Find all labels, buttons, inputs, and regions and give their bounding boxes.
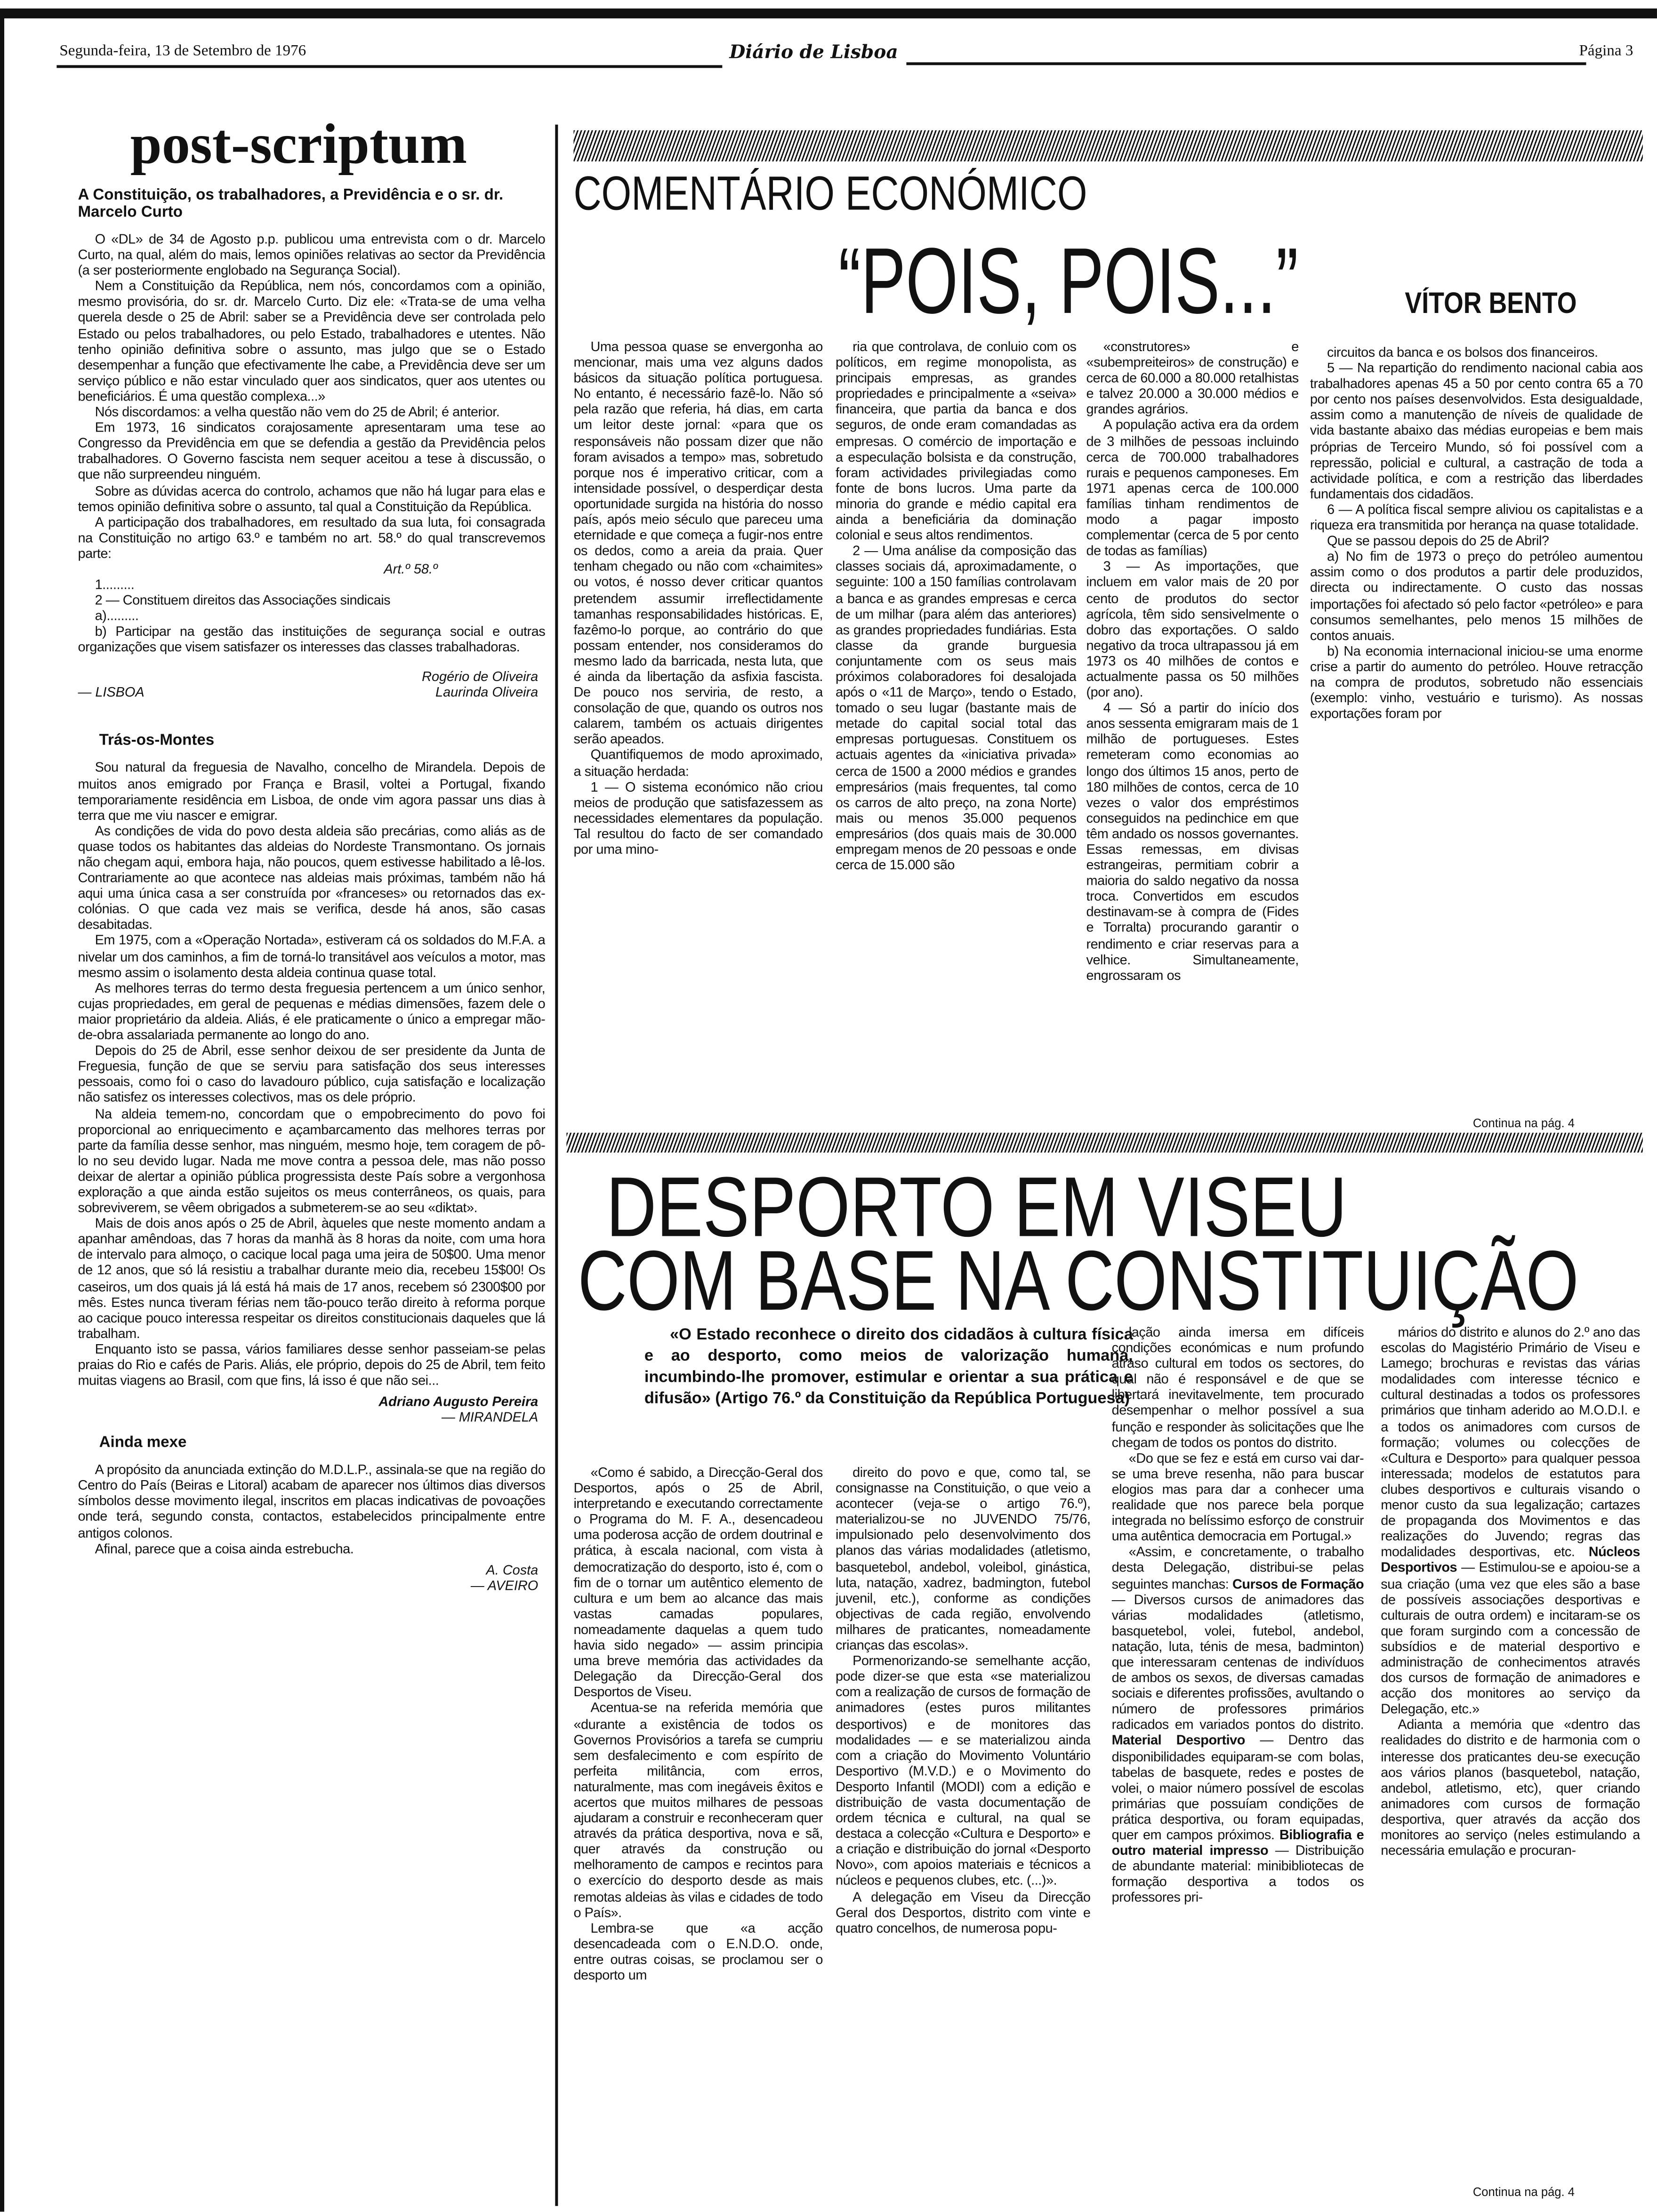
- article-headline: Trás-os-Montes: [99, 732, 215, 750]
- bold-run: Núcleos Desportivos: [1381, 1545, 1640, 1577]
- paragraph: Na aldeia temem-no, concordam que o empobrecimento do povo foi proporcional ao enriquecimento e açambarcamento das melhores terras por parte da família desse senhor, mas ninguém, mesmo hoje, tem coragem de pô-lo no seu devido lugar. Nada me move contra a pessoa dele, mas não posso deixar de alertar a opinião pública progressista deste País sobre a vergonhosa exploração a que ainda estão sujeitos os meus conterrâneos, os quais, para sobreviverem, se vêem obrigados a submeterem-se ao seu «diktat».: [78, 1106, 546, 1217]
- article-reference: Art.º 58.º: [384, 562, 438, 578]
- paragraph: [573, 1701, 822, 1921]
- section-banner: [573, 130, 1642, 161]
- text-run: mários do distrito e alunos do 2.º ano das escolas do Magistério Primário de Viseu e Lamego; brochuras e revistas das várias modalidades com interesse técnico e cultural destinadas a todos os professores primários que tinham aderido ao M.O.D.I. e a todos os animadores com cursos de formação; volumes ou colecções de «Cultura e Desporto» para qualquer pessoa interessada; modelos de estatutos para clubes desportivos e culturais visando o menor custo da sua legalização; cartazes de propaganda dos Movimentos e das realizações do Juvendo; regras das modalidades desportivas, etc.: [1381, 1325, 1640, 1561]
- paragraph: Em 1975, com a «Operação Nortada», estiveram cá os soldados do M.F.A. a nivelar um dos caminhos, a fim de torná-lo transitável aos veículos a motor, mas mesmo assim o isolamento desta aldeia continua quase total.: [78, 934, 546, 981]
- text-run: lação ainda imersa em difíceis condições económicas e num profundo atraso cultural em todos os sectores, do qual não é responsável e de que se libertará inevitavelmente, tem procurado desempenhar o melhor possível a sua função e responder às solicitações que lhe chegam de todos os pontos do distrito.: [1111, 1325, 1364, 1451]
- bold-run: Bibliografia e outro material impresso: [1111, 1827, 1364, 1859]
- header-rule-right: [906, 62, 1586, 65]
- paragraph: As melhores terras do termo desta freguesia pertencem a um único senhor, cujas propriedades, em geral de pequenas e médias dimensões, fazem dele o maior proprietário da aldeia. Aliás, é ele praticamente o único a empregar mão-de-obra assalariada permanente ao longo do ano.: [78, 981, 546, 1044]
- article-author: VÍTOR BENTO: [1405, 287, 1577, 320]
- paragraph: 3 — As importações, que incluem em valor mais de 20 por cento de produtos do sector agrícola, têm sido sensivelmente o dobro das exportações. O saldo negativo da troca ultrapassou já em 1973 os 40 milhões de contos e actualmente passa os 50 milhões (por ano).: [1086, 560, 1299, 701]
- paragraph: [1381, 1718, 1640, 1859]
- section-title: COMENTÁRIO ECONÓMICO: [573, 167, 1087, 221]
- text-column: [836, 1466, 1091, 2204]
- paragraph: A população activa era da ordem de 3 milhões de pessoas incluindo cerca de 700.000 trabalhadores rurais e pequenos camponeses. Em 1971 apenas cerca de 100.000 famílias tinham rendimentos de modo a pagar imposto complementar (cerca de 5 por cento de todas as famílias): [1086, 418, 1299, 560]
- text-column: [836, 340, 1076, 1122]
- text-run: — Dentro das disponibilidades equiparam-se com bolas, tabelas de basquete, redes e postes de volei, o maior número possível de escolas primárias que possuíam condições de prática desportiva, ou foram equipadas, quer em campos próximos.: [1111, 1733, 1364, 1844]
- paragraph: [573, 1466, 822, 1701]
- paragraph: 6 — A política fiscal sempre aliviou os capitalistas e a riqueza era transmitida por herança na quase totalidade.: [1310, 502, 1643, 534]
- paragraph: 4 — Só a partir do início dos anos sessenta emigraram mais de 1 milhão de portugueses. Estes remeteram como economias ao longo dos últimos 15 anos, perto de 180 milhões de contos, cerca de 10 vezes o valor dos empréstimos conseguidos na pedinchice em que têm andado os nossos governantes. Essas remessas, em divisas estrangeiras, permitiam cobrir a maioria do saldo negativo da nossa troca. Convertidos em escudos destinavam-se à compra de (Fides e Torralta) procurando garantir o rendimento e criar reservas para a velhice. Simultaneamente, engrossaram os: [1086, 701, 1299, 984]
- paragraph: Enquanto isto se passa, vários familiares desse senhor passeiam-se pelas praias do Rio e cafés de Paris. Aliás, ele próprio, depois do 25 de Abril, tem feito muitas viagens ao Brasil, com que fins, lá isso é que não sei...: [78, 1342, 546, 1389]
- paragraph: 1 — O sistema económico não criou meios de produção que satisfazessem as necessidades elementares da população. Tal resultou do facto de ser comandado por uma mino-: [573, 779, 823, 858]
- author: Adriano Augusto Pereira: [378, 1395, 539, 1411]
- section-banner: [566, 1133, 1642, 1153]
- place: — LISBOA: [78, 686, 145, 702]
- text-run: — Diversos cursos de animadores das várias modalidades (atletismo, basquetebol, volei, futebol, andebol, natação, luta, ténis de mesa, badminton) que interessaram centenas de indivíduos de ambos os sexos, de diversas camadas sociais e diferentes profissões, avultando o número de professores primários radicados em variados pontos do distrito.: [1111, 1592, 1364, 1734]
- text-column: [1112, 1325, 1364, 2203]
- continued-link[interactable]: Continua na pág. 4: [1472, 1115, 1575, 1130]
- paragraph: «construtores» e «subempreiteiros» de construção) e cerca de 60.000 a 80.000 retalhistas e talvez 20.000 a 30.000 médios e grandes agrários.: [1086, 340, 1299, 418]
- header-rule-left: [56, 65, 722, 68]
- text-column: [1381, 1325, 1640, 2175]
- paragraph: 2 — Constituem direitos das Associações sindicais: [95, 593, 391, 609]
- paragraph: [1112, 1451, 1364, 1545]
- header-page-number: Página 3: [1579, 42, 1633, 60]
- paragraph: b) Na economia internacional iniciou-se uma enorme crise a partir do aumento do petróleo. Houve retracção na compra de produtos, sobretudo não essenciais (exemplo: vinho, vestuário e turismo). As nossas exportações foram por: [1310, 644, 1643, 722]
- paragraph: Em 1973, 16 sindicatos corajosamente apresentaram uma tese ao Congresso da Previdência em que se defendia a gestão da Previdência pelos trabalhadores. O Governo fascista nem sequer aceitou a tese à discussão, o que não surpreendeu ninguém.: [78, 420, 546, 484]
- text-run: «Como é sabido, a Direcção-Geral dos Desportos, após o 25 de Abril, interpretando e executando correctamente o Programa do M. F. A., desencadeou uma poderosa acção de ordem doutrinal e prática, à escala nacional, com vista à democratização do desporto, isto é, com o fim de o tornar um autêntico elemento de cultura e um bem ao alcance das mais vastas camadas populares, nomeadamente daquelas a quem tudo havia sido negado» — assim principia uma breve memória das actividades da Delegação da Direcção-Geral dos Desportos de Viseu.: [573, 1465, 823, 1701]
- paragraph: [573, 1921, 822, 1984]
- post-scriptum-title: post-scriptum: [130, 112, 467, 176]
- headline-line-1: DESPORTO EM VISEU: [606, 1159, 1347, 1255]
- text-run: «Do que se fez e está em curso vai dar-se uma breve resenha, não para buscar elogios mas para dar a conhecer uma realidade que nos parece bela porque integrada no belíssimo esforço de construir uma autêntica democracia em Portugal.»: [1111, 1451, 1364, 1545]
- headline-line-2: COM BASE NA CONSTITUIÇÃO: [578, 1233, 1579, 1328]
- paragraph: A propósito da anunciada extinção do M.D.L.P., assinala-se que na região do Centro do País (Beiras e Litoral) acabam de aparecer nos últimos dias diversos símbolos desse movimento ilegal, inscritos em placas indicativas de povoações onde terá, segundo consta, contactos, estabelecidos principalmente entre antigos colonos.: [78, 1463, 546, 1541]
- paragraph: A participação dos trabalhadores, em resultado da sua luta, foi consagrada na Constituição no artigo 63.º e também no art. 58.º do qual transcrevemos parte:: [78, 515, 546, 562]
- article-title: “POIS, POIS...”: [838, 228, 1299, 333]
- paragraph: Depois do 25 de Abril, esse senhor deixou de ser presidente da Junta de Freguesia, função de que se serviu para satisfação dos seus interesses pessoais, como foi o caso do lavadouro público, cuja satisfação e localização não satisfez os interesses colectivos, mas os dele próprio.: [78, 1043, 546, 1106]
- author: A. Costa: [486, 1563, 539, 1579]
- paragraph: Uma pessoa quase se envergonha ao mencionar, mais uma vez alguns dados básicos da situação política portuguesa. No entanto, é necessário fazê-lo. Não só pela razão que referia, há dias, em carta um leitor deste jornal: «para que os responsáveis não possam dizer que não foram avisados a tempo» mas, sobretudo porque nos é imperativo criticar, com a intensidade possível, o desperdiçar desta oportunidade surgida na história do nosso país, após meio século que pareceu uma eternidade e que começa a fugir-nos entre os dedos, como a areia da praia. Quer tenham chegado ou não com «chaimites» ou votos, é nosso dever criticar quantos pretendem assumir irreflectidamente tamanhas responsabilidades históricas. E, fazêmo-lo porque, ao contrário do que possam entender, nos consideramos do mesmo lado da barricada, nesta luta, que é ainda da libertação da asfixia fascista. De pouco nos serviria, de resto, a consolação de que, quando os outros nos calarem, também os actuais dirigentes serão apeados.: [573, 340, 823, 748]
- place: — MIRANDELA: [441, 1411, 539, 1427]
- text-run: «Assim, e concretamente, o trabalho desta Delegação, distribui-se pelas seguintes manchas:: [1111, 1545, 1364, 1593]
- paragraph: circuitos da banca e os bolsos dos financeiros.: [1327, 345, 1598, 361]
- text-column: [573, 340, 822, 1122]
- paragraph: a) No fim de 1973 o preço do petróleo aumentou assim como o dos produtos a partir dele produzidos, directa ou indirectamente. O custo das nossas importações foi afectado só pelo factor «petróleo» e para consumos semelhantes, pelo menos 15 milhões de contos anuais.: [1310, 549, 1643, 644]
- left-edge-rule: [0, 14, 4, 2212]
- text-run: — Distribuição de abundante material: minibibliotecas de formação desportiva a todos os professores pri-: [1111, 1843, 1364, 1907]
- paragraph: b) Participar na gestão das instituições de segurança social e outras organizações que visem satisfazer os interesses das classes trabalhadoras.: [78, 625, 546, 656]
- masthead: Diário de Lisboa: [729, 42, 898, 64]
- text-column: [573, 1466, 822, 2204]
- article-lead: «O Estado reconhece o direito dos cidadãos à cultura física e ao desporto, como meios de valorização humana, incumbindo-lhe promover, estimular e orientar a sua prática e difusão» (Artigo 76.º da Constituição da República Portuguesa): [644, 1326, 1133, 1408]
- author: Laurinda Oliveira: [435, 686, 539, 702]
- text-run: direito do povo e que, como tal, se consignasse na Constituição, o que veio a acontecer (veja-se o artigo 76.º), materializou-se no JUVENDO 75/76, impulsionado pelo desenvolvimento dos planos das várias modalidades (atletismo, basquetebol, andebol, voleibol, ginástica, luta, natação, xadrez, badmington, futebol juvenil, etc.), conforme as condições objectivas de cada região, envolvendo milhares de praticantes, nomeadamente crianças das escolas».: [836, 1465, 1091, 1654]
- paragraph: ria que controlava, de conluio com os políticos, em regime monopolista, as principais empresas, as grandes propriedades e principalmente a «seiva» financeira, que partia da banca e dos seguros, de onde eram comandadas as empresas. O comércio de importação e a especulação bolsista e da construção, foram actividades privilegiadas como fonte de bons lucros. Uma parte da minoria do grande e médio capital era ainda a beneficiária da dominação colonial e seus altos rendimentos.: [836, 340, 1077, 544]
- bold-run: Cursos de Formação: [1232, 1576, 1364, 1593]
- paragraph: Sobre as dúvidas acerca do controlo, achamos que não há lugar para elas e temos opinião definitiva sobre o assunto, tal qual a Constituição da República.: [78, 483, 546, 515]
- place: — AVEIRO: [470, 1578, 539, 1594]
- text-run: — Estimulou-se e apoiou-se a sua criação (uma vez que eles são a base de possíveis associações desportivas e culturais de outra ordem) e incitaram-se os que foram surgindo com a concessão de subsídios e de material desportivo e administração de conhecimentos através dos cursos de formação de animadores e acção dos monitores ao serviço da Delegação, etc.»: [1381, 1561, 1640, 1718]
- author: Rogério de Oliveira: [422, 670, 539, 686]
- paragraph: a).........: [95, 609, 139, 625]
- paragraph: 5 — Na repartição do rendimento nacional cabia aos trabalhadores apenas 45 a 50 por cento contra 65 a 70 por cento nos países desenvolvidos. Esta desigualdade, assim como a manutenção de níveis de qualidade de vida bastante abaixo das médias europeias e bem mais próprias de Terceiro Mundo, só foi possível com a repressão, policial e cultural, a castração de toda a actividade política, e com a restrição das liberdades fundamentais dos cidadãos.: [1310, 361, 1643, 503]
- paragraph: Afinal, parece que a coisa ainda estrebucha.: [95, 1541, 354, 1557]
- text-column: [1086, 340, 1299, 1122]
- paragraph: [836, 1890, 1091, 1937]
- continued-link[interactable]: Continua na pág. 4: [1472, 2185, 1575, 2199]
- paragraph: Nem a Constituição da República, nem nós, concordamos com a opinião, mesmo provisória, do sr. dr. Marcelo Curto. Diz ele: «Trata-se de uma velha querela desde o 25 de Abril: saber se a Previdência deve ser controlada pelo Estado ou pelos trabalhadores, ou pelo Estado, trabalhadores e utentes. Não tenho opinião definitiva sobre o assunto, mas julgo que se o Estado desempenhar a função que efectivamente lhe cabe, a Previdência deve ser um serviço público e não estar vinculado quer aos sindicatos, quer aos utentes ou beneficiários. É uma questão complexa...»: [78, 279, 546, 405]
- text-run: A delegação em Viseu da Direcção Geral dos Desportos, distrito com vinte e quatro concelhos, de numerosa popu-: [836, 1889, 1091, 1937]
- paragraph: [836, 1466, 1091, 1654]
- paragraph: Nós discordamos: a velha questão não vem do 25 de Abril; é anterior.: [95, 405, 500, 421]
- paragraph: [1112, 1545, 1364, 1907]
- paragraph: 1.........: [95, 577, 135, 593]
- paragraph: O «DL» de 34 de Agosto p.p. publicou uma entrevista com o dr. Marcelo Curto, na qual, além do mais, lemos opiniões relativas ao sector da Previdência (a ser posteriormente englobado na Segurança Social).: [78, 232, 546, 280]
- paragraph: As condições de vida do povo desta aldeia são precárias, como aliás as de quase todos os habitantes das aldeias do Nordeste Transmontano. Os jornais não chegam aqui, embora haja, não poucos, quem estivesse habilitado a lê-los. Contrariamente ao que acontece nas aldeias mais próximas, também não há aqui uma única casa a ser construída por «franceses» ou retornados das ex-colónias. O que cada vez mais se verifica, desde há anos, são casas desabitadas.: [78, 824, 546, 934]
- text-run: Acentua-se na referida memória que «durante a existência de todos os Governos Provisórios a tarefa se cumpriu sem desfalecimento e com espírito de perfeita militância, com erros, naturalmente, mas com inegáveis êxitos e acertos que muitos milhares de pessoas ajudaram a construir e reconheceram quer através da prática desportiva, nova e sã, quer através da construção ou melhoramento de campos e recintos para o exercício do desporto desde as mais remotas aldeias às vilas e cidades de todo o País».: [573, 1701, 823, 1921]
- paragraph: [836, 1654, 1091, 1890]
- text-column: [1310, 345, 1643, 1110]
- paragraph: Sou natural da freguesia de Navalho, concelho de Mirandela. Depois de muitos anos emigrado por França e Brasil, voltei a Portugal, fixando temporariamente residência em Lisboa, de onde vim agora passar uns dias à terra que me viu nascer e emigrar.: [78, 761, 546, 824]
- paragraph: [1112, 1325, 1364, 1451]
- left-column: [64, 187, 545, 2204]
- paragraph: Quantifiquemos de modo aproximado, a situação herdada:: [573, 748, 823, 780]
- article-headline: Ainda mexe: [99, 1435, 187, 1452]
- paragraph: Que se passou depois do 25 de Abril?: [1327, 534, 1549, 550]
- paragraph: [1381, 1325, 1640, 1718]
- header-date: Segunda-feira, 13 de Setembro de 1976: [59, 42, 306, 60]
- paragraph: Mais de dois anos após o 25 de Abril, àqueles que neste momento andam a apanhar amêndoas, das 7 horas da manhã às 8 horas da noite, com uma hora de intervalo para almoço, o cacique local paga uma jeira de 50$00. Uma menor de 12 anos, que só lá resistiu a trabalhar durante meio dia, recebeu 15$00! Os caseiros, um dos quais já lá está há mais de 17 anos, recebem só 2300$00 por mês. Estes nunca tiveram férias nem tão-pouco terão direito à reforma porque ao cacique pouco interessa respeitar os direitos constitucionais daqueles que lá trabalham.: [78, 1216, 546, 1342]
- text-run: Adianta a memória que «dentro das realidades do distrito e de harmonia com o interesse dos praticantes deu-se execução aos vários planos (basquetebol, natação, andebol, atletismo, etc), quer criando animadores com cursos de formação desportiva, quer através da acção dos monitores ao serviço (neles estimulando a necessária emulação e procuran-: [1381, 1718, 1640, 1859]
- bold-run: Material Desportivo: [1111, 1733, 1245, 1749]
- text-run: Lembra-se que «a acção desencadeada com o E.N.D.O. onde, entre outras coisas, se proclamou ser o desporto um: [573, 1921, 823, 1984]
- paragraph: 2 — Uma análise da composição das classes sociais dá, aproximadamente, o seguinte: 100 a 150 famílias controlavam a banca e as grandes empresas e cerca de um milhar (para além das anteriores) as grandes propriedades fundiárias. Esta classe da grande burguesia conjuntamente com os seus mais próximos colaboradores foi desalojada após o «11 de Março», tendo o Estado, tomado o seu lugar (bastante mais de metade do capital social total das empresas portuguesas. Constituem os actuais agentes da «iniciativa privada» cerca de 1500 a 2000 médios e grandes empresários (mais frequentes, tal como os carros de alto preço, na zona Norte) mais ou menos 35.000 pequenos empresários (dos quais mais de 30.000 empregam menos de 20 pessoas e onde cerca de 15.000 são: [836, 544, 1077, 874]
- top-rule: [0, 8, 1657, 18]
- column-rule: [555, 125, 558, 2206]
- text-run: Pormenorizando-se semelhante acção, pode dizer-se que esta «se materializou com a realização de cursos de formação de animadores (estes puros militantes desportivos) e de monitores das modalidades — e se materializou ainda com a criação do Movimento Voluntário Desportivo (M.V.D.) e o Movimento do Desporto Infantil (MODI) com a edição e distribuição de vasta documentação de ordem técnica e cultural, na qual se destaca a colecção «Cultura e Desporto» e a criação e distribuição do jornal «Desporto Novo», com apoios materiais e técnicos a núcleos e pequenos clubes, etc. (...)».: [836, 1654, 1091, 1890]
- article-headline: A Constituição, os trabalhadores, a Previdência e o sr. dr. Marcelo Curto: [78, 187, 504, 221]
